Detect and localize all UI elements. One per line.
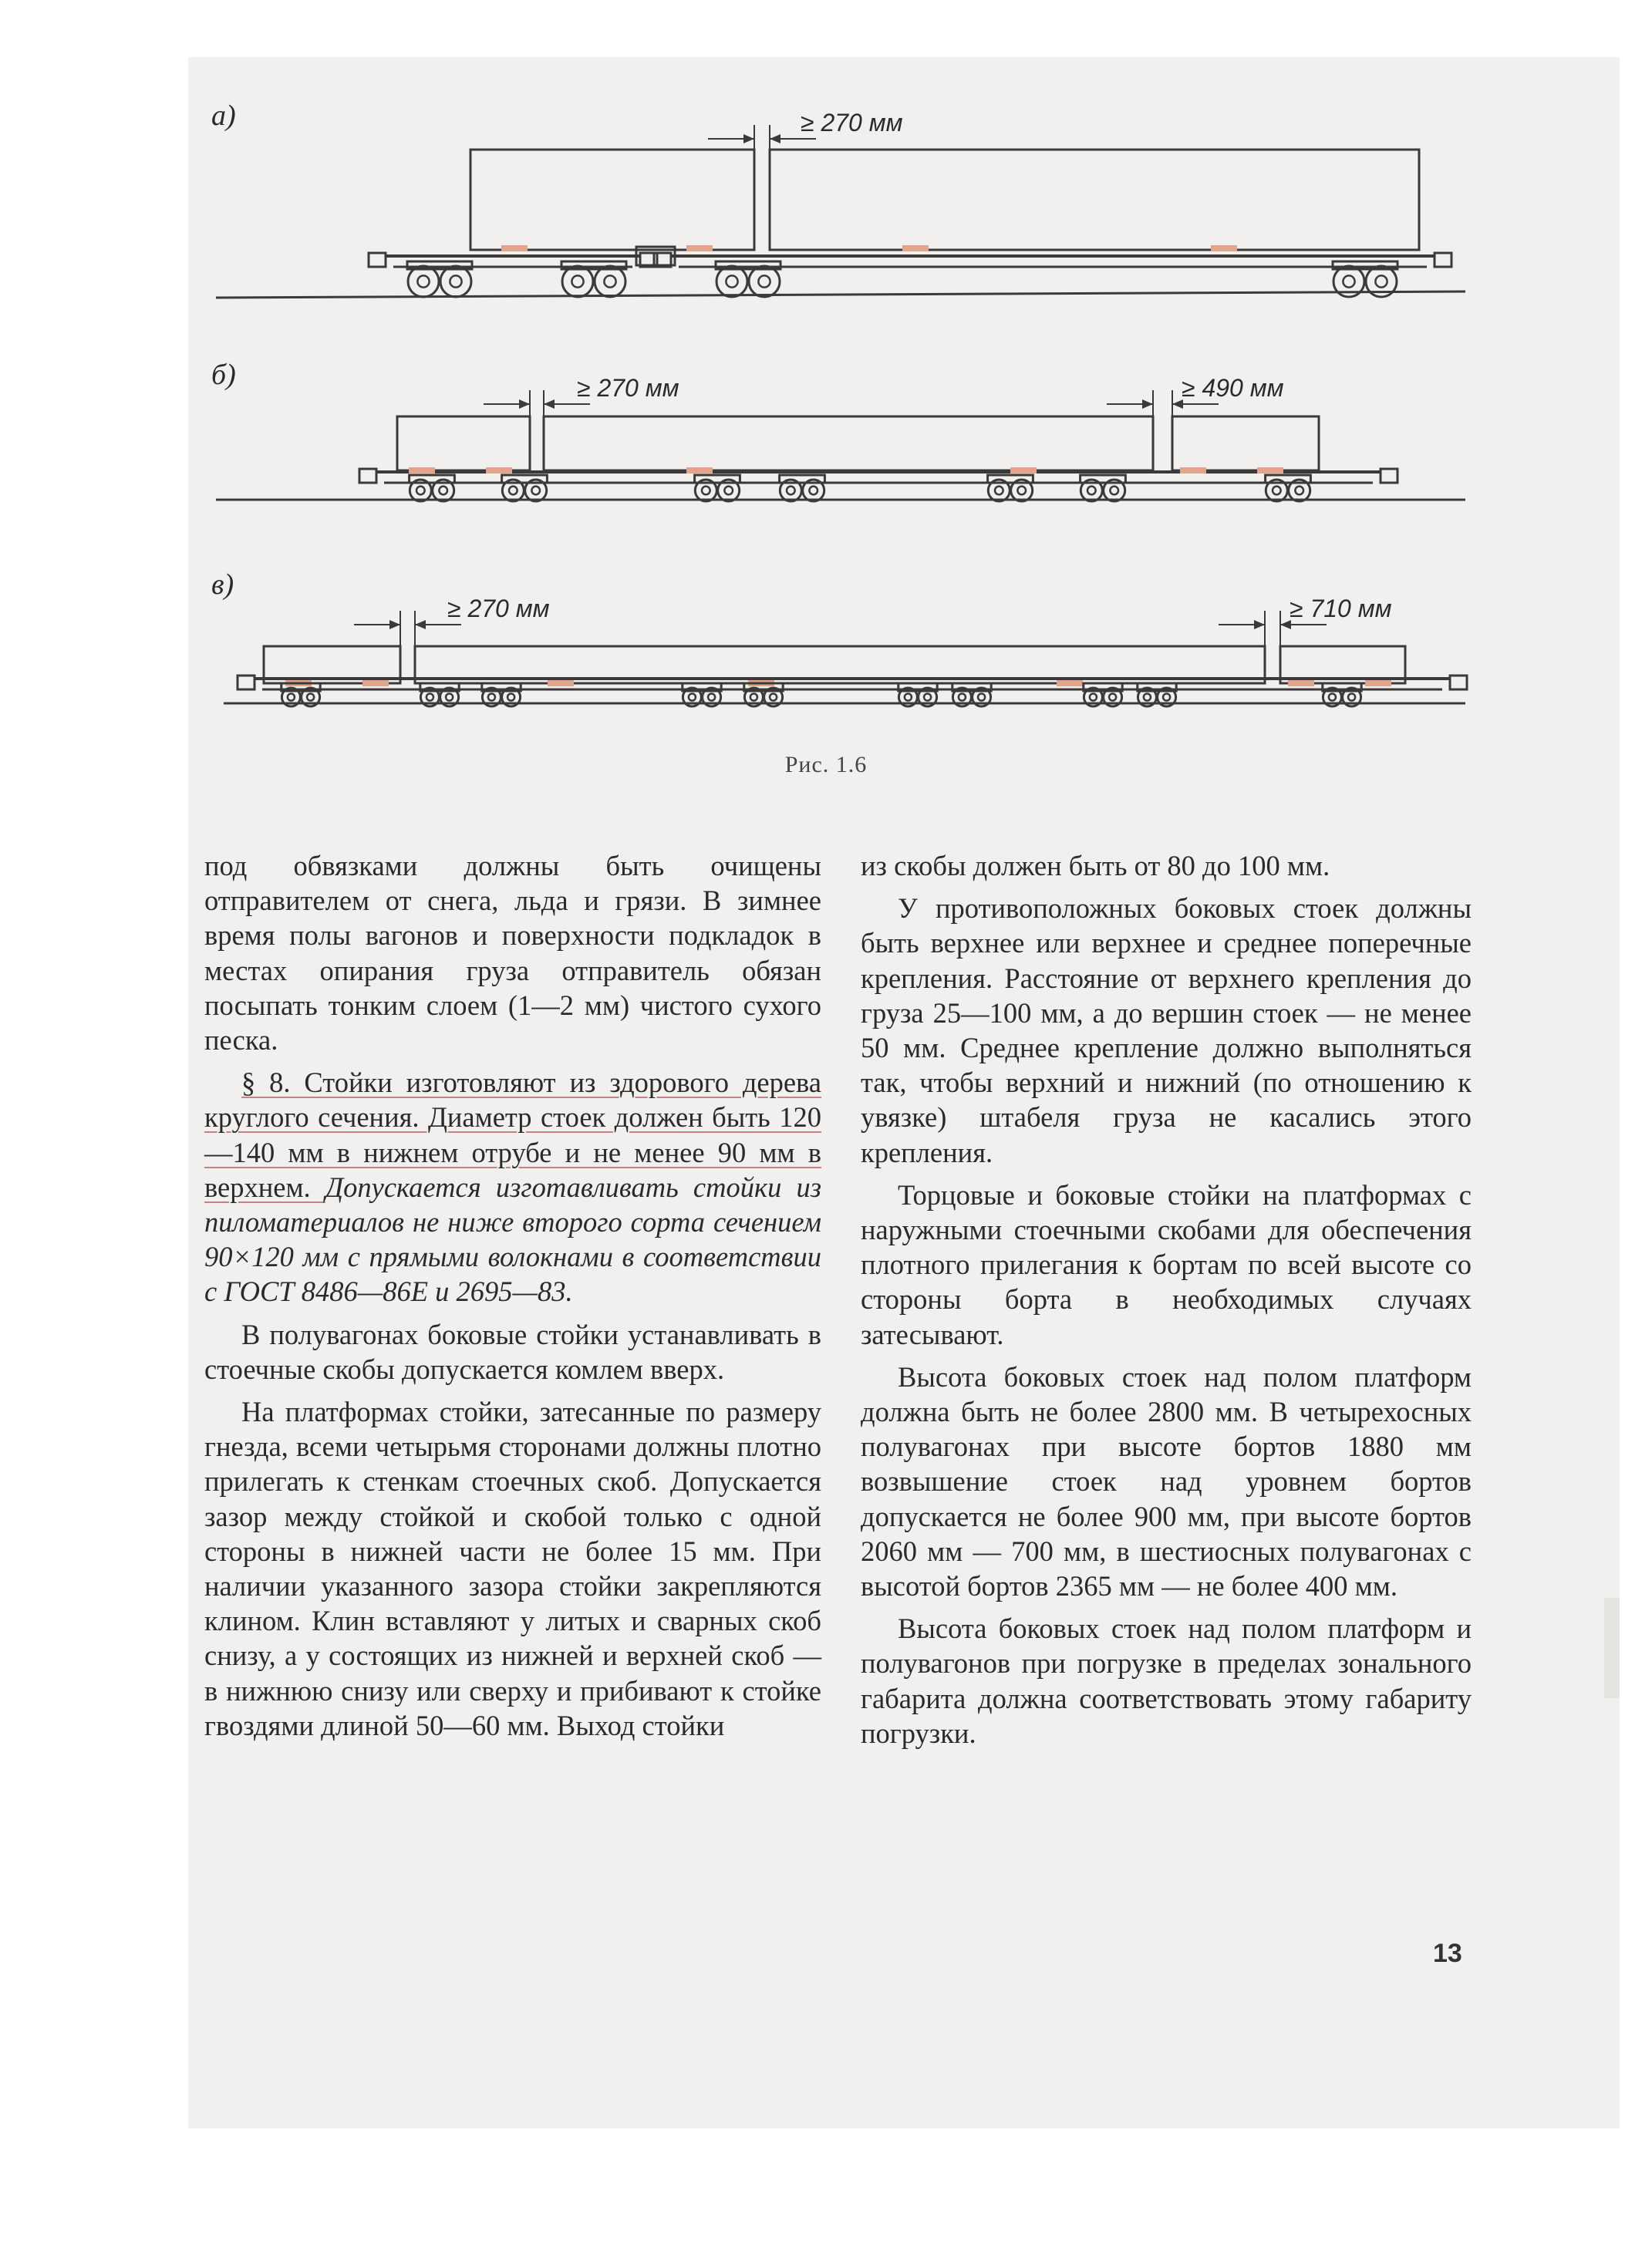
wheel-hub xyxy=(724,487,733,495)
bogie xyxy=(502,475,548,501)
diagram-a xyxy=(211,99,1465,298)
timber-load xyxy=(397,416,530,470)
wheel-hub xyxy=(995,487,1003,495)
paragraph: Торцовые и боковые стойки на платформах с наружными стоечными скобами для обеспечения плотного прилегания к бортам по всей высоте со стороны борта в необходимых случаях затесывают. xyxy=(861,1178,1472,1350)
bogie xyxy=(1081,475,1126,501)
wheel-hub xyxy=(1375,275,1387,287)
coupler xyxy=(1381,469,1397,483)
diagram-c xyxy=(211,568,1467,706)
wheel-hub xyxy=(1087,487,1096,495)
figure-caption: Рис. 1.6 xyxy=(784,752,868,777)
wheel-hub xyxy=(509,487,518,495)
wheel-hub xyxy=(809,487,818,495)
diagram-label: в) xyxy=(211,568,234,601)
page-number: 13 xyxy=(1433,1939,1462,1968)
wheel-hub xyxy=(307,693,314,700)
wheel-hub xyxy=(905,693,912,700)
wheel-hub xyxy=(750,693,757,700)
wheel-hub xyxy=(959,693,966,700)
paragraph: В полувагонах боковые стойки устанавливать в стоечные скобы допускается комлем вверх. xyxy=(204,1318,821,1385)
arrow-head xyxy=(1142,399,1153,409)
coupler xyxy=(238,676,255,689)
wheel-hub xyxy=(1090,693,1097,700)
pad-mark xyxy=(362,680,389,686)
wheel-hub xyxy=(571,275,583,287)
pad-mark xyxy=(486,467,512,473)
wheel xyxy=(440,266,471,297)
arrow-head xyxy=(770,134,780,143)
coupler xyxy=(359,469,376,483)
pad-mark xyxy=(1211,245,1237,251)
wheel-hub xyxy=(446,693,453,700)
gap-label: ≥ 490 мм xyxy=(1182,374,1284,402)
bogie xyxy=(695,475,740,501)
gap-dimension xyxy=(1219,595,1392,659)
pad-mark xyxy=(686,467,713,473)
loading-scheme-diagram xyxy=(208,93,1473,756)
wheel xyxy=(716,266,747,297)
wheel-hub xyxy=(689,693,696,700)
gap-dimension xyxy=(708,109,903,174)
gap-label: ≥ 270 мм xyxy=(801,109,903,136)
wheel-hub xyxy=(439,487,447,495)
wheel xyxy=(749,266,780,297)
figure-1-6 xyxy=(208,93,1473,756)
coupler xyxy=(369,253,386,267)
pad-mark xyxy=(1180,467,1206,473)
gap-label: ≥ 270 мм xyxy=(447,595,550,622)
pad-mark xyxy=(686,245,713,251)
paragraph: На платформах стойки, затесанные по размеру гнезда, всеми четырьмя сторонами должны плотно прилегать к стенкам стоечных скоб. Допускается зазор между стойкой и скобой только с одной стороны в нижней части не более 15 мм. При наличии указанного зазора стойки закрепляются клином. Клин вставляют у литых и сварных скоб снизу, а у состоящих из нижней и верхней скоб — в нижнюю снизу или сверху и прибивают к стойке гвоздями длиной 50—60 мм. Выход стойки xyxy=(204,1396,821,1741)
section-8-text: § 8. Стойки изготовляют из здорового дерева круглого сечения. Диаметр стоек должен быть 120—140 мм в нижнем отрубе и не менее 90 мм в верхнем. xyxy=(204,1067,821,1203)
gap-dimension xyxy=(354,595,550,659)
pad-mark xyxy=(1288,680,1314,686)
arrow-head xyxy=(743,134,754,143)
wheel-hub xyxy=(978,693,985,700)
paragraph: У противоположных боковых стоек должны быть верхнее или верхнее и среднее поперечные крепления. Расстояние от верхнего крепления до груза 25—100 мм, а до вершин стоек — не менее 50 мм. Среднее крепление должно выполняться так, чтобы верхний и нижний (по отношению к увязке) штабеля груза не касались этого крепления. xyxy=(861,892,1472,1168)
bogie xyxy=(780,475,825,501)
diagram-b xyxy=(211,359,1465,501)
pad-mark xyxy=(1057,680,1083,686)
right-column xyxy=(861,848,1472,1751)
pad-mark xyxy=(902,245,929,251)
wheel-hub xyxy=(426,693,433,700)
pad-mark xyxy=(548,680,574,686)
pad-mark xyxy=(1257,467,1283,473)
wheel-hub xyxy=(1348,693,1355,700)
wheel-hub xyxy=(924,693,931,700)
wheel-hub xyxy=(1295,487,1303,495)
paragraph: Высота боковых стоек над полом платформ и полувагонов при погрузке в пределах зонального габарита должна соответствовать этому габариту погрузки. xyxy=(861,1613,1472,1749)
timber-load xyxy=(470,150,754,250)
arrow-head xyxy=(1254,620,1265,629)
wheel xyxy=(595,266,625,297)
wheel-hub xyxy=(1144,693,1151,700)
wheel-hub xyxy=(1343,275,1354,287)
bogie xyxy=(410,475,455,501)
wheel-hub xyxy=(1109,693,1116,700)
wheel xyxy=(408,266,439,297)
wheel-hub xyxy=(531,487,540,495)
timber-load xyxy=(1172,416,1319,470)
wheel-hub xyxy=(708,693,715,700)
wheel-hub xyxy=(702,487,710,495)
pad-mark xyxy=(409,467,435,473)
arrow-head xyxy=(389,620,400,629)
section-8-italic-text: Допускается изготавливать стойки из пиломатериалов не ниже второго сорта сечением 90×120 мм с прямыми волокнами в соответствии с ГОСТ 8486—86Е и 2695—83. xyxy=(204,1171,822,1308)
paragraph-section-8 xyxy=(204,1065,821,1309)
timber-load xyxy=(544,416,1153,470)
bogie xyxy=(1266,475,1311,501)
coupler xyxy=(1435,253,1451,267)
gap-dimension xyxy=(1107,374,1284,439)
arrow-head xyxy=(519,399,530,409)
sheet-edge xyxy=(1604,1598,1620,1698)
wheel-hub xyxy=(726,275,737,287)
paragraph: под обвязками должны быть очищены отправителем от снега, льда и грязи. В зимнее время полы вагонов и поверхности подкладок в местах опирания груза отправитель обязан посыпать тонким слоем (1—2 мм) чистого сухого песка. xyxy=(204,850,821,1056)
pad-mark xyxy=(1010,467,1037,473)
diagram-label: б) xyxy=(211,359,236,391)
arrow-head xyxy=(415,620,426,629)
wheel-hub xyxy=(770,693,777,700)
paragraph: из скобы должен быть от 80 до 100 мм. xyxy=(861,850,1330,881)
arrow-head xyxy=(544,399,555,409)
wheel-hub xyxy=(787,487,795,495)
pad-mark xyxy=(1365,680,1391,686)
wheel-hub xyxy=(1163,693,1170,700)
left-column xyxy=(204,848,821,1743)
pad-mark xyxy=(501,245,528,251)
coupler xyxy=(1450,676,1467,689)
wheel xyxy=(562,266,593,297)
wheel-hub xyxy=(758,275,770,287)
gap-label: ≥ 710 мм xyxy=(1290,595,1392,622)
ground-line xyxy=(216,292,1465,298)
wheel-hub xyxy=(1110,487,1118,495)
diagram-label: а) xyxy=(211,99,236,132)
wheel-hub xyxy=(1017,487,1026,495)
wheel-hub xyxy=(1329,693,1336,700)
wheel-hub xyxy=(1273,487,1281,495)
paragraph: Высота боковых стоек над полом платформ должна быть не более 2800 мм. В четырехосных полувагонах при высоте бортов 1880 мм возвышение стоек над уровнем бортов допускается не более 900 мм, при высоте бортов 2060 мм — 700 мм, в шестиосных полувагонах с высотой бортов 2365 мм — не более 400 мм. xyxy=(861,1360,1472,1602)
gap-label: ≥ 270 мм xyxy=(577,374,679,402)
gap-dimension xyxy=(484,374,679,439)
wheel-hub xyxy=(604,275,615,287)
timber-load xyxy=(770,150,1419,250)
wheel-hub xyxy=(450,275,461,287)
wheel-hub xyxy=(507,693,514,700)
wheel-hub xyxy=(417,275,429,287)
bogie xyxy=(988,475,1033,501)
wheel-hub xyxy=(488,693,495,700)
wheel-hub xyxy=(288,693,295,700)
wheel-hub xyxy=(416,487,425,495)
